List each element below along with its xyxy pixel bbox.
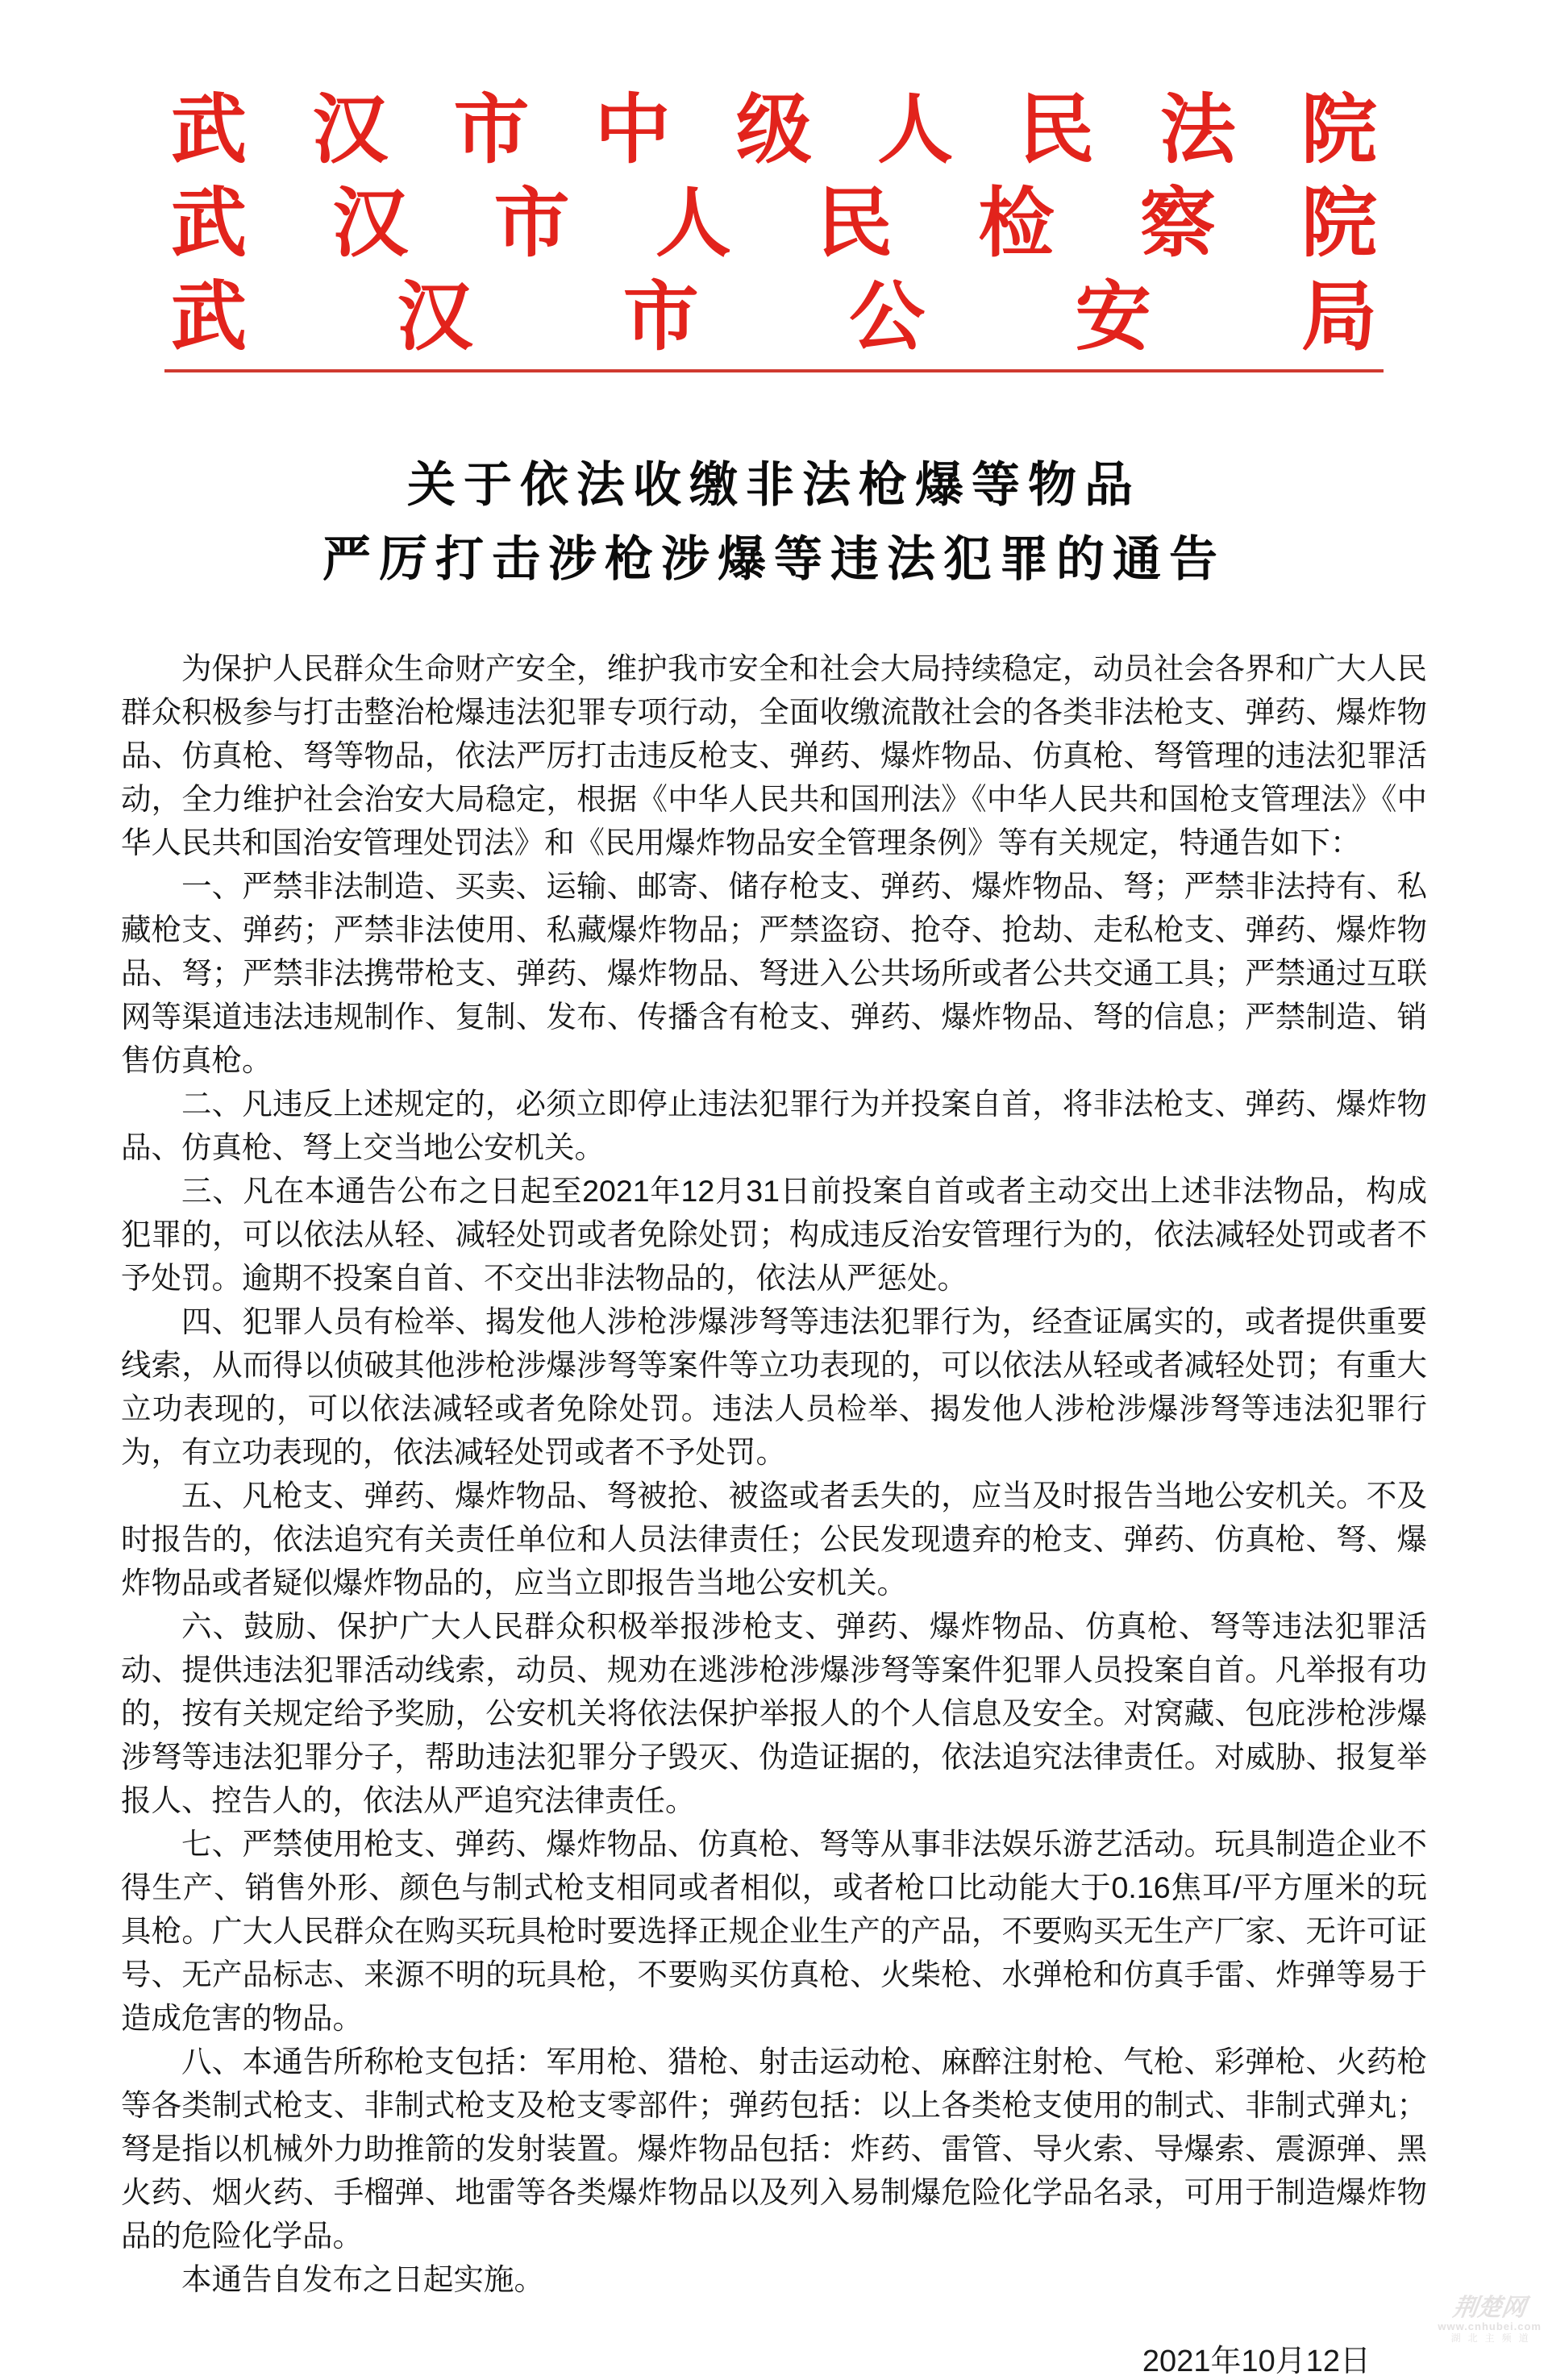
authority-character: 武 (171, 276, 248, 360)
authority-character: 院 (1300, 89, 1377, 173)
authority-character: 局 (1300, 276, 1377, 360)
authority-character: 民 (817, 182, 893, 266)
body-paragraph-2: 二、凡违反上述规定的，必须立即停止违法犯罪行为并投案自首，将非法枪支、弹药、爆炸物品、仿真枪、弩上交当地公安机关。 (121, 1087, 1427, 1164)
body-paragraph-4: 四、犯罪人员有检举、揭发他人涉枪涉爆涉弩等违法犯罪行为，经查证属实的，或者提供重要线索，从而得以侦破其他涉枪涉爆涉弩等案件等立功表现的，可以依法从轻或者减轻处罚；有重大立功表现的，可以依法减轻或者免除处罚。违法人员检举、揭发他人涉枪涉爆涉弩等违法犯罪行为，有立功表现的，依法减轻处罚或者不予处罚。 (121, 1304, 1427, 1469)
authority-character: 汉 (332, 182, 409, 266)
body-paragraph-closing: 本通告自发布之日起实施。 (181, 2262, 544, 2296)
authority-character: 市 (453, 89, 530, 173)
authority-character: 汉 (397, 276, 473, 360)
authority-character: 市 (493, 182, 570, 266)
body-paragraph-6: 六、鼓励、保护广大人民群众积极举报涉枪支、弹药、爆炸物品、仿真枪、弩等违法犯罪活动、提供违法犯罪活动线索，动员、规劝在逃涉枪涉爆涉弩等案件犯罪人员投案自首。凡举报有功的，按有关规定给予奖励，公安机关将依法保护举报人的个人信息及安全。对窝藏、包庇涉枪涉爆涉弩等违法犯罪分子，帮助违法犯罪分子毁灭、伪造证据的，依法追究法律责任。对威胁、报复举报人、控告人的，依法从严追究法律责任。 (121, 1609, 1427, 1817)
authority-character: 级 (735, 89, 812, 173)
document-title (0, 448, 1548, 597)
red-divider (164, 369, 1384, 372)
watermark-url-text: www.cnhubei.com (1438, 2320, 1542, 2332)
authority-line-court (171, 84, 1377, 177)
body-paragraph-8: 八、本通告所称枪支包括：军用枪、猎枪、射击运动枪、麻醉注射枪、气枪、彩弹枪、火药枪等各类制式枪支、非制式枪支及枪支零部件；弹药包括：以上各类枪支使用的制式、非制式弹丸；弩是指以机械外力助推箭的发射装置。爆炸物品包括：炸药、雷管、导火索、导爆索、震源弹、黑火药、烟火药、手榴弹、地雷等各类爆炸物品以及列入易制爆危险化学品名录，可用于制造爆炸物品的危险化学品。 (121, 2045, 1427, 2253)
title-line-1: 关于依法收缴非法枪爆等物品 (407, 459, 1141, 512)
authority-character: 检 (978, 182, 1055, 266)
authority-character: 人 (655, 182, 731, 266)
watermark-logo-text: 荆楚网 (1451, 2295, 1529, 2321)
authority-character: 中 (594, 89, 671, 173)
authority-character: 汉 (312, 89, 389, 173)
body-paragraph-1: 一、严禁非法制造、买卖、运输、邮寄、储存枪支、弹药、爆炸物品、弩；严禁非法持有、私藏枪支、弹药；严禁非法使用、私藏爆炸物品；严禁盗窃、抢夺、抢劫、走私枪支、弹药、爆炸物品、弩；严禁非法携带枪支、弹药、爆炸物品、弩进入公共场所或者公共交通工具；严禁通过互联网等渠道违法违规制作、复制、发布、传播含有枪支、弹药、爆炸物品、弩的信息；严禁制造、销售仿真枪。 (121, 869, 1427, 1077)
authority-character: 院 (1300, 182, 1377, 266)
authority-character: 武 (171, 89, 248, 173)
watermark-caption-text: 湖北主频道 (1450, 2332, 1536, 2344)
authority-character: 民 (1018, 89, 1095, 173)
authority-character: 公 (849, 276, 926, 360)
authority-character: 市 (622, 276, 699, 360)
title-line-2: 严厉打击涉枪涉爆等违法犯罪的通告 (322, 533, 1226, 586)
authority-character: 人 (877, 89, 954, 173)
authority-line-procuratorate (171, 177, 1377, 271)
issuing-authorities (0, 0, 1548, 364)
body-paragraph-3: 三、凡在本通告公布之日起至2021年12月31日前投案自首或者主动交出上述非法物品，构成犯罪的，可以依法从轻、减轻处罚或者免除处罚；构成违反治安管理行为的，依法减轻处罚或者不予处罚。逾期不投案自首、不交出非法物品的，依法从严惩处。 (121, 1174, 1427, 1295)
authority-character: 察 (1139, 182, 1216, 266)
body-paragraph-5: 五、凡枪支、弹药、爆炸物品、弩被抢、被盗或者丢失的，应当及时报告当地公安机关。不及时报告的，依法追究有关责任单位和人员法律责任；公民发现遗弃的枪支、弹药、仿真枪、弩、爆炸物品或者疑似爆炸物品的，应当立即报告当地公安机关。 (121, 1479, 1427, 1600)
site-watermark (1438, 2296, 1542, 2345)
authority-character: 法 (1159, 89, 1236, 173)
authority-line-public-security (171, 271, 1377, 364)
notice-body (121, 647, 1427, 2301)
authority-character: 安 (1075, 276, 1151, 360)
body-paragraph-7: 七、严禁使用枪支、弹药、爆炸物品、仿真枪、弩等从事非法娱乐游艺活动。玩具制造企业不得生产、销售外形、颜色与制式枪支相同或者相似，或者枪口比动能大于0.16焦耳/平方厘米的玩具枪。广大人民群众在购买玩具枪时要选择正规企业生产的产品，不要购买无生产厂家、无许可证号、无产品标志、来源不明的玩具枪，不要购买仿真枪、火柴枪、水弹枪和仿真手雷、炸弹等易于造成危害的物品。 (121, 1827, 1427, 2035)
issue-date: 2021年10月12日 (1142, 2345, 1371, 2378)
authority-character: 武 (171, 182, 248, 266)
body-paragraph-intro: 为保护人民群众生命财产安全，维护我市安全和社会大局持续稳定，动员社会各界和广大人民群众积极参与打击整治枪爆违法犯罪专项行动，全面收缴流散社会的各类非法枪支、弹药、爆炸物品、仿真枪、弩等物品，依法严厉打击违反枪支、弹药、爆炸物品、仿真枪、弩管理的违法犯罪活动，全力维护社会治安大局稳定，根据《中华人民共和国刑法》《中华人民共和国枪支管理法》《中华人民共和国治安管理处罚法》和《民用爆炸物品安全管理条例》等有关规定，特通告如下： (121, 651, 1427, 859)
